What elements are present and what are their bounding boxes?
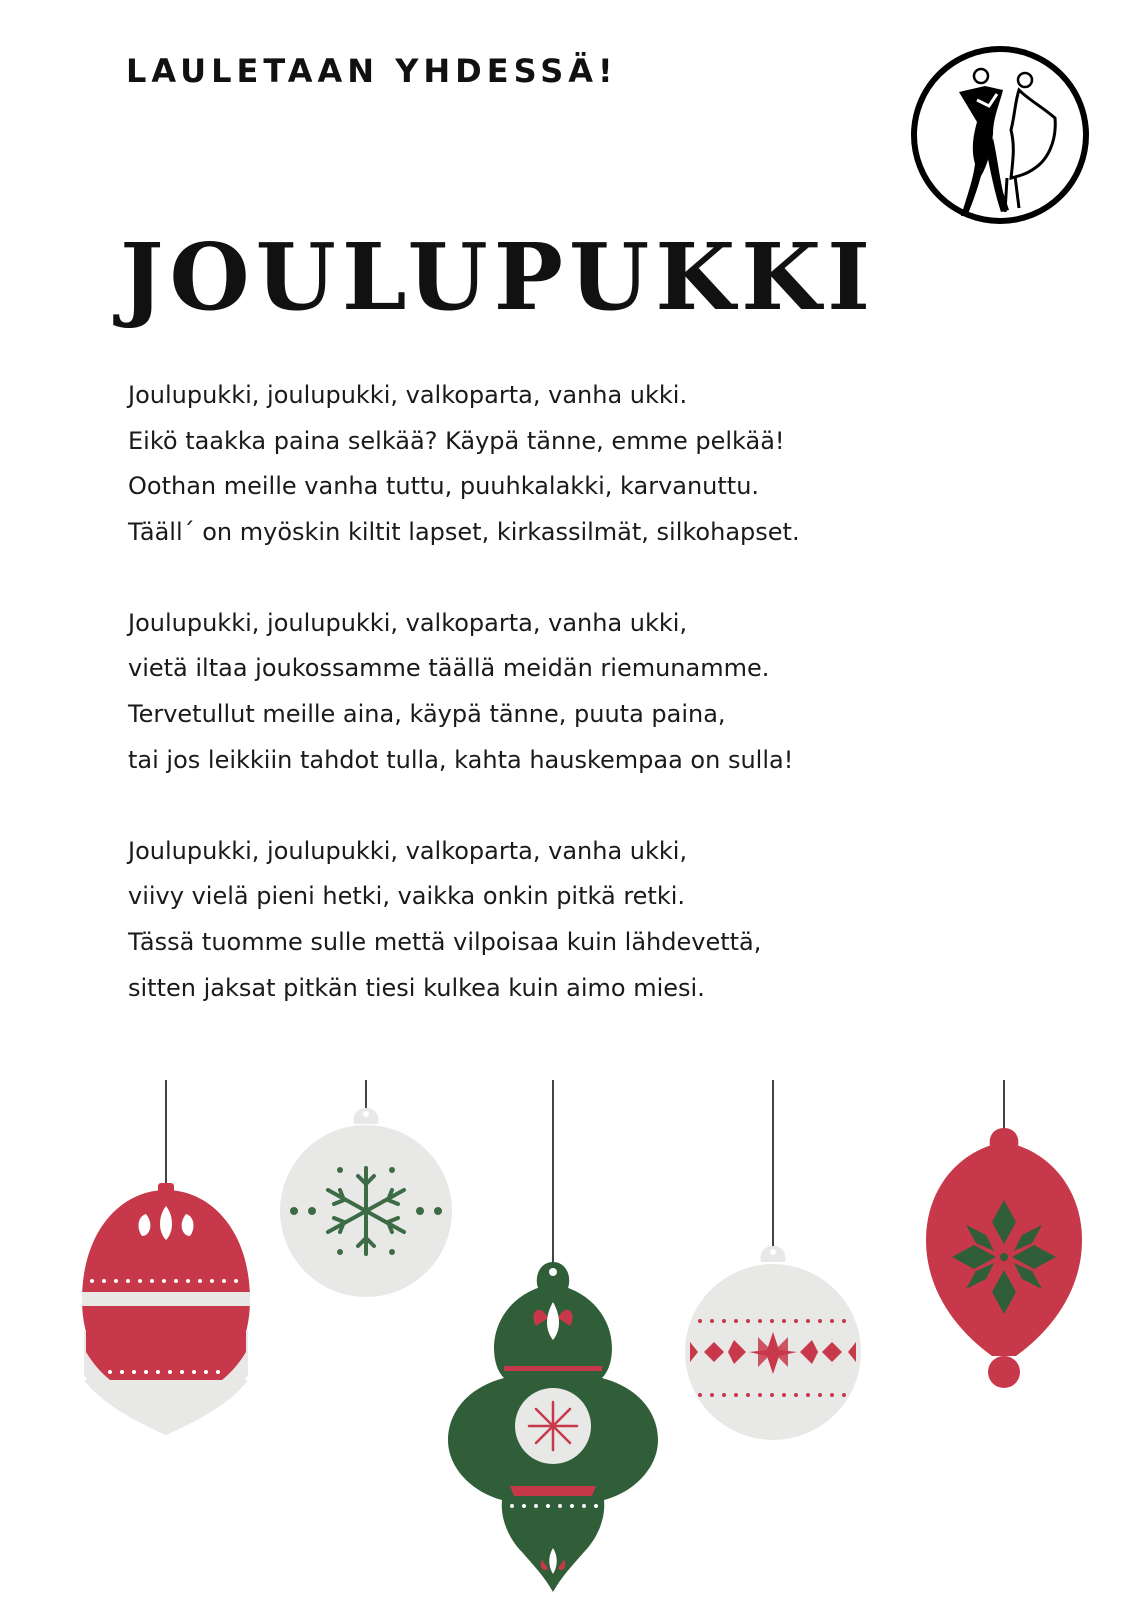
lyric-line: vietä iltaa joukossamme täällä meidän riemunamme. bbox=[128, 654, 770, 683]
green-finial-ornament-icon bbox=[448, 1080, 658, 1592]
lyric-line: Tääll´ on myöskin kiltit lapset, kirkassilmät, silkohapset. bbox=[128, 518, 800, 547]
lyric-line: Oothan meille vanha tuttu, puuhkalakki, karvanuttu. bbox=[128, 472, 760, 501]
lyric-line: Tässä tuomme sulle mettä vilpoisaa kuin lähdevettä, bbox=[128, 927, 762, 956]
song-lyrics bbox=[128, 373, 988, 1056]
white-snowflake-bauble-icon bbox=[280, 1080, 452, 1297]
dancing-couple-logo-icon bbox=[907, 42, 1093, 228]
verse-2 bbox=[128, 601, 988, 784]
lyric-line: Joulupukki, joulupukki, valkoparta, vanha ukki, bbox=[128, 836, 688, 865]
verse-3 bbox=[128, 829, 988, 1012]
verse-1 bbox=[128, 373, 988, 556]
white-nordic-star-bauble-icon bbox=[685, 1080, 861, 1440]
lyric-line: sitten jaksat pitkän tiesi kulkea kuin aimo miesi. bbox=[128, 973, 705, 1002]
song-title: JOULUPUKKI bbox=[120, 223, 877, 331]
lyric-line: Joulupukki, joulupukki, valkoparta, vanha ukki, bbox=[128, 608, 688, 637]
lyric-line: Eikö taakka paina selkää? Käypä tänne, emme pelkää! bbox=[128, 426, 785, 455]
red-teardrop-ornament-icon bbox=[82, 1080, 250, 1435]
header-subtitle: LAULETAAN YHDESSÄ! bbox=[126, 52, 618, 90]
red-star-drop-ornament-icon bbox=[926, 1080, 1082, 1388]
lyric-line: tai jos leikkiin tahdot tulla, kahta hauskempaa on sulla! bbox=[128, 745, 794, 774]
lyric-line: viivy vielä pieni hetki, vaikka onkin pitkä retki. bbox=[128, 882, 686, 911]
ornaments-decoration bbox=[0, 1080, 1131, 1600]
lyric-line: Joulupukki, joulupukki, valkoparta, vanha ukki. bbox=[128, 381, 688, 409]
lyric-line: Tervetullut meille aina, käypä tänne, puuta paina, bbox=[128, 700, 726, 729]
